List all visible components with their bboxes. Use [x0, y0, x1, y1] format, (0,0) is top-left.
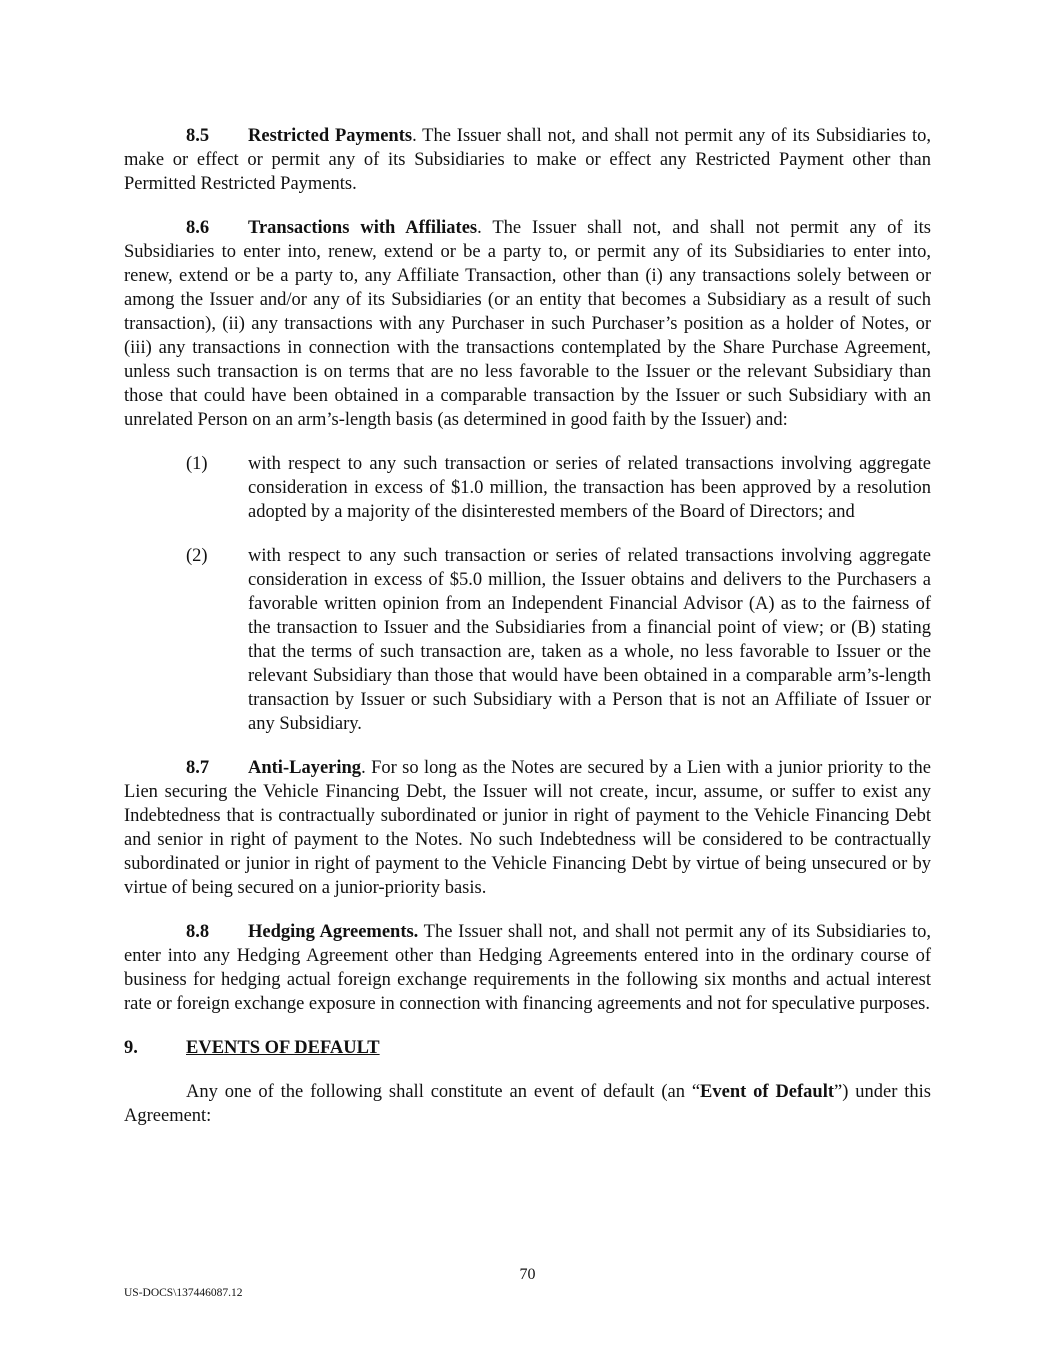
section-number: 8.6 — [186, 218, 210, 238]
list-item — [186, 452, 931, 524]
document-id: US-DOCS\137446087.12 — [124, 1287, 243, 1299]
list-item-label: (2) — [186, 546, 208, 566]
section-number: 8.7 — [186, 758, 210, 778]
list-item-text: with respect to any such transaction or series of related transactions involving aggregate consideration in excess of $5.0 million, the Issuer obtains and delivers to the Purchasers a favorable written opinion from an Independent Financial Advisor (A) as to the fairness of the transaction to Issuer and the Subsidiaries from a financial point of view; or (B) stating that the terms of such transaction are, taken as a whole, no less favorable to Issuer or the relevant Subsidiary than those that would have been obtained in a comparable arm’s-length transaction by Issuer or such Subsidiary with a Person that is not an Affiliate of Issuer or any Subsidiary. — [248, 546, 931, 734]
section-title: Restricted Payments — [248, 126, 413, 146]
section-8-6: 8.6 Transactions with Affiliates. The Issuer shall not, and shall not permit any of its Subsidiaries to enter into, renew, extend or be a party to, or permit any of its Subsidiaries to enter into, renew, extend or be a party to, any Affiliate Transaction, other than (i) any transactions solely between or among the Issuer and/or any of its Subsidiaries (or an entity that becomes a Subsidiary as a result of such transaction), (ii) any transactions with any Purchaser in such Purchaser’s position as a holder of Notes, or (iii) any transactions in connection with the transactions contemplated by the Share Purchase Agreement, unless such transaction is on terms that are no less favorable to the Issuer or the relevant Subsidiary than those that could have been obtained in a comparable transaction by the Issuer or such Subsidiary with an unrelated Person on an arm’s-length basis (as determined in good faith by the Issuer) and: — [124, 218, 931, 430]
list-item — [186, 544, 931, 736]
section-number: 8.8 — [186, 922, 210, 942]
defined-term: Event of Default — [700, 1082, 835, 1102]
page-number: 70 — [519, 1266, 536, 1283]
section-9-intro: Any one of the following shall constitute an event of default (an “Event of Default”) under this Agreement: — [124, 1082, 931, 1126]
section-8-7: 8.7 Anti-Layering. For so long as the Notes are secured by a Lien with a junior priority to the Lien securing the Vehicle Financing Debt, the Issuer will not create, incur, assume, or suffer to exist any Indebtedness that is contractually subordinated or junior in right of payment to the Vehicle Financing Debt and senior in right of payment to the Notes. No such Indebtedness will be considered to be contractually subordinated or junior in right of payment to the Vehicle Financing Debt by virtue of being unsecured or by virtue of being secured on a junior-priority basis. — [124, 758, 931, 898]
list-item-label: (1) — [186, 454, 208, 474]
list-item-text: with respect to any such transaction or series of related transactions involving aggregate consideration in excess of $1.0 million, the transaction has been approved by a resolution adopted by a majority of the disinterested members of the Board of Directors; and — [248, 454, 931, 522]
document-page — [124, 124, 931, 1148]
section-title: Transactions with Affiliates — [248, 218, 478, 238]
section-title: EVENTS OF DEFAULT — [186, 1038, 380, 1058]
section-title: Hedging Agreements. — [248, 922, 419, 942]
section-9-heading — [124, 1036, 931, 1060]
section-body: For so long as the Notes are secured by a Lien with a junior priority to the Lien securing the Vehicle Financing Debt, the Issuer will not create, incur, assume, or suffer to exist any Indebtedness that is contractually subordinated or junior in right of payment to the Vehicle Financing Debt and senior in right of payment to the Notes. No such Indebtedness will be considered to be contractually subordinated or junior in right of payment to the Vehicle Financing Debt by virtue of being unsecured or by virtue of being secured on a junior-priority basis. — [124, 758, 931, 898]
section-body: The Issuer shall not, and shall not permit any of its Subsidiaries to, enter into any Hedging Agreement other than Hedging Agreements entered into in the ordinary course of business for hedging actual foreign exchange requirements in the following six months and actual interest rate or foreign exchange exposure in connection with financing agreements and not for speculative purposes. — [124, 922, 931, 1014]
section-number: 9. — [124, 1038, 138, 1058]
section-8-5: 8.5 Restricted Payments. The Issuer shall not, and shall not permit any of its Subsidiaries to, make or effect or permit any of its Subsidiaries to make or effect any Restricted Payment other than Permitted Restricted Payments. — [124, 126, 931, 194]
section-body: The Issuer shall not, and shall not permit any of its Subsidiaries to enter into, renew, extend or be a party to, or permit any of its Subsidiaries to enter into, renew, extend or be a party to, any Affiliate Transaction, other than (i) any transactions solely between or among the Issuer and/or any of its Subsidiaries (or an entity that becomes a Subsidiary as a result of such transaction), (ii) any transactions with any Purchaser in such Purchaser’s position as a holder of Notes, or (iii) any transactions in connection with the transactions contemplated by the Share Purchase Agreement, unless such transaction is on terms that are no less favorable to the Issuer or the relevant Subsidiary than those that could have been obtained in a comparable transaction by the Issuer or such Subsidiary with an unrelated Person on an arm’s-length basis (as determined in good faith by the Issuer) and: — [124, 218, 931, 430]
section-title: Anti-Layering — [248, 758, 362, 778]
section-8-8 — [124, 920, 931, 1016]
section-number: 8.5 — [186, 126, 210, 146]
section-body: The Issuer shall not, and shall not permit any of its Subsidiaries to, make or effect or permit any of its Subsidiaries to make or effect any Restricted Payment other than Permitted Restricted Payments. — [124, 126, 931, 194]
